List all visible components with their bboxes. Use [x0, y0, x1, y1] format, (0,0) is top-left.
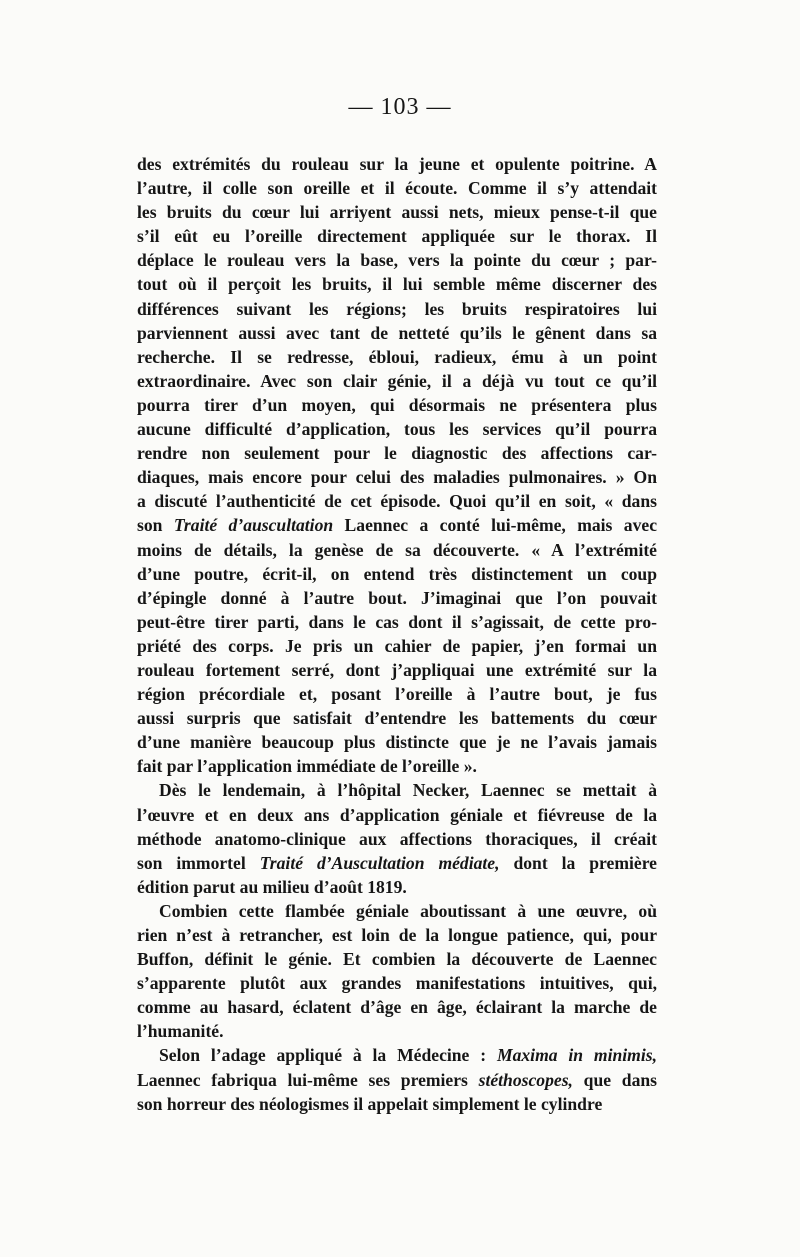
text-line	[137, 1019, 657, 1043]
text-line	[137, 417, 657, 441]
text-line	[137, 851, 657, 875]
text-run: Combien cette flambée géniale aboutissant à une œuvre, où	[159, 900, 657, 921]
italic-title: stéthoscopes,	[478, 1069, 573, 1090]
text-run: région précordiale et, posant l’oreille à l’autre bout, je fus	[137, 684, 657, 705]
text-line	[137, 176, 657, 200]
text-line	[137, 875, 657, 899]
text-run: édition parut au milieu d’août 1819.	[137, 876, 407, 897]
text-run: des extrémités du rouleau sur la jeune et opulente poitrine. A	[137, 154, 657, 174]
text-run: moins de détails, la genèse de sa découverte. « A l’extrémité	[137, 539, 657, 560]
text-run: déplace le rouleau vers la base, vers la pointe du cœur ; par-	[137, 250, 657, 271]
paragraph	[137, 1043, 657, 1115]
text-run: parviennent aussi avec tant de netteté qu’ils le gênent dans sa	[137, 322, 657, 343]
text-line	[137, 778, 657, 802]
text-run: Buffon, définit le génie. Et combien la découverte de Laennec	[137, 949, 657, 970]
text-run: recherche. Il se redresse, ébloui, radieux, ému à un point	[137, 346, 657, 367]
text-line	[137, 489, 657, 513]
text-run: son	[137, 515, 174, 536]
text-run: son immortel	[137, 852, 260, 873]
text-run: aussi surpris que satisfait d’entendre les battements du cœur	[137, 708, 657, 729]
text-line	[137, 586, 657, 610]
text-run: diaques, mais encore pour celui des maladies pulmonaires. » On	[137, 467, 657, 488]
text-line	[137, 369, 657, 393]
text-line	[137, 706, 657, 730]
text-run: son horreur des néologismes il appelait simplement le cylindre	[137, 1093, 603, 1114]
text-line	[137, 465, 657, 489]
text-run: comme au hasard, éclatent d’âge en âge, éclairant la marche de	[137, 997, 657, 1018]
text-run: fait par l’application immédiate de l’oreille ».	[137, 756, 477, 777]
text-run: tout où il perçoit les bruits, il lui semble même discerner des	[137, 274, 657, 295]
text-run: Laennec fabriqua lui-même ses premiers	[137, 1069, 479, 1090]
text-run: l’œuvre et en deux ans d’application géniale et fiévreuse de la	[137, 804, 657, 825]
text-run: rouleau fortement serré, dont j’appliquai une extrémité sur la	[137, 659, 657, 680]
text-run: Laennec a conté lui-même, mais avec	[333, 515, 658, 536]
text-line	[137, 393, 657, 417]
text-line	[137, 754, 657, 778]
text-line	[137, 634, 657, 658]
paragraph	[137, 152, 657, 778]
text-line	[137, 224, 657, 248]
italic-title: Maxima in minimis,	[496, 1045, 657, 1066]
text-line	[137, 513, 657, 537]
text-line	[137, 947, 657, 971]
text-run: s’apparente plutôt aux grandes manifestations intuitives, qui,	[137, 973, 657, 994]
text-line	[137, 682, 657, 706]
text-run: méthode anatomo-clinique aux affections thoraciques, il créait	[137, 828, 657, 849]
italic-title: Traité d’Auscultation médiate,	[259, 852, 500, 873]
text-run: l’humanité.	[137, 1021, 224, 1042]
page-number: — 103 —	[348, 94, 452, 120]
body-text	[137, 152, 657, 1116]
text-line	[137, 297, 657, 321]
text-run: dont la première	[499, 852, 657, 873]
text-line	[137, 923, 657, 947]
text-line	[137, 730, 657, 754]
text-line	[137, 1043, 657, 1067]
text-run: rendre non seulement pour le diagnostic des affections car-	[137, 443, 657, 464]
text-line	[137, 1068, 657, 1092]
text-line	[137, 1092, 657, 1116]
text-line	[137, 899, 657, 923]
text-run: priété des corps. Je pris un cahier de papier, j’en formai un	[137, 635, 657, 656]
italic-title: Traité d’auscultation	[173, 515, 334, 536]
text-line	[137, 345, 657, 369]
text-line	[137, 248, 657, 272]
text-run: aucune difficulté d’application, tous les services qu’il pourra	[137, 419, 657, 440]
paragraph	[137, 778, 657, 898]
text-line	[137, 321, 657, 345]
paragraph	[137, 899, 657, 1044]
text-line	[137, 995, 657, 1019]
text-run: d’une poutre, écrit-il, on entend très distinctement un coup	[137, 563, 657, 584]
text-run: les bruits du cœur lui arriyent aussi nets, mieux pense-t-il que	[137, 202, 657, 223]
text-line	[137, 971, 657, 995]
text-run: s’il eût eu l’oreille directement appliquée sur le thorax. Il	[137, 226, 657, 247]
text-run: l’autre, il colle son oreille et il écoute. Comme il s’y attendait	[137, 178, 657, 199]
text-line	[137, 272, 657, 296]
text-line	[137, 827, 657, 851]
text-run: Dès le lendemain, à l’hôpital Necker, Laennec se mettait à	[159, 780, 657, 801]
text-line	[137, 562, 657, 586]
text-run: extraordinaire. Avec son clair génie, il a déjà vu tout ce qu’il	[137, 370, 657, 391]
text-run: que dans	[572, 1069, 657, 1090]
text-line	[137, 658, 657, 682]
text-line	[137, 803, 657, 827]
text-run: différences suivant les régions; les bruits respiratoires lui	[137, 298, 657, 319]
text-run: d’épingle donné à l’autre bout. J’imaginai que l’on pouvait	[137, 587, 657, 608]
text-run: peut-être tirer parti, dans le cas dont il s’agissait, de cette pro-	[137, 611, 657, 632]
text-line	[137, 200, 657, 224]
text-line	[137, 610, 657, 634]
text-run: rien n’est à retrancher, est loin de la longue patience, qui, pour	[137, 925, 657, 945]
text-line	[137, 538, 657, 562]
text-line	[137, 152, 657, 176]
text-run: pourra tirer d’un moyen, qui désormais ne présentera plus	[137, 394, 657, 415]
text-run: a discuté l’authenticité de cet épisode. Quoi qu’il en soit, « dans	[137, 491, 657, 512]
text-run: Selon l’adage appliqué à la Médecine :	[159, 1045, 497, 1066]
text-line	[137, 441, 657, 465]
text-run: d’une manière beaucoup plus distincte que je ne l’avais jamais	[137, 732, 657, 753]
